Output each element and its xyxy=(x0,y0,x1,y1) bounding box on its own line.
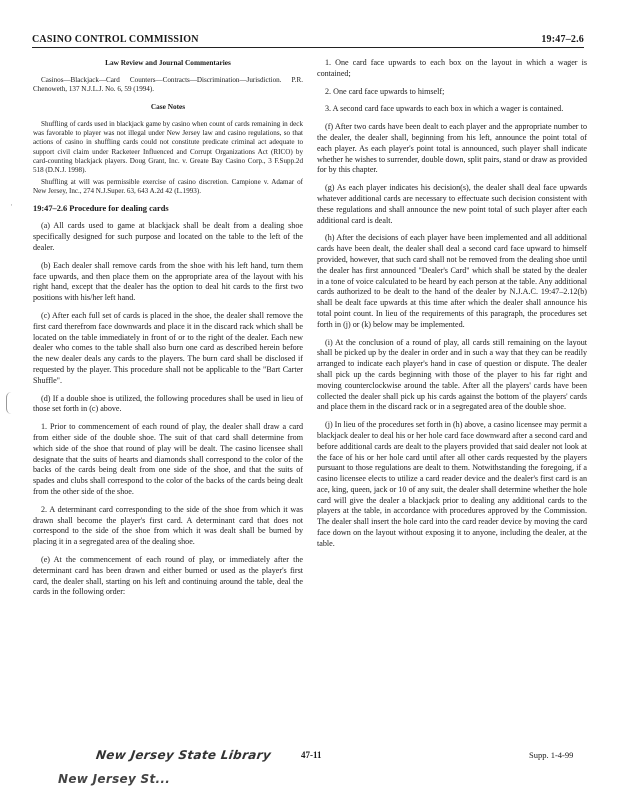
paragraph-e: (e) At the commencement of each round of play, or immediately after the determinant card has been drawn and either burned or used as the player's first card, the dealer shall, starting on his left and continuing around the table, deal the cards in the following order: xyxy=(33,554,303,597)
library-stamp: New Jersey State Library xyxy=(95,748,273,762)
paragraph-d1: 1. Prior to commencement of each round of play, the dealer shall draw a card from either side of the double shoe. The suit of that card shall determine from which side of the shoe that round of play will be dealt. The casino licensee shall designate that the suits of hearts and diamonds shall correspond to the color of the backs of the cards being dealt from one side of the shoe, and that the suits of spades and clubs shall correspond to the color of the backs of the cards being dealt from the other side of the shoe. xyxy=(33,422,303,496)
paragraph-a: (a) All cards used to game at blackjack shall be dealt from a dealing shoe specifically designed for such purpose and located on the table to the left of the dealer. xyxy=(33,221,303,253)
header-title: CASINO CONTROL COMMISSION xyxy=(32,34,199,45)
library-stamp-partial: New Jersey St... xyxy=(58,772,171,786)
paragraph-d2: 2. A determinant card corresponding to the side of the shoe from which it was drawn shall become the player's first card. A determinant card that does not correspond to the side of the shoe from which it was dealt shall be burned by placing it in a segregated area of the dealing shoe. xyxy=(33,504,303,547)
case-notes-heading: Case Notes xyxy=(150,102,186,112)
paragraph-j: (j) In lieu of the procedures set forth in (h) above, a casino licensee may permit a blackjack dealer to deal his or her hole card face downward after a second card and before additional cards are dealt to the players provided that said dealer not look at the face of his or her hole card until after all other cards requested by the players pursuant to those regulations are dealt to them. Notwithstanding the foregoing, if a casino licensee elects to utilize a card reader device and the dealer's first card is an ace, king, queen, jack or 10 of any suit, the dealer shall determine whether the hole card will give the dealer a blackjack prior to dealing any additional cards to the players at the table, in accordance with procedures approved by the Commission. The dealer shall insert the hole card into the card reader device by moving the card face down on the layout without exposing it to anyone, including the dealer, at the table. xyxy=(317,420,587,548)
paragraph-b: (b) Each dealer shall remove cards from the shoe with his left hand, turn them face upwards, and then place them on the appropriate area of the layout with his right hand, except that the dealer has the option to deal hit cards to the first two positions with his/her left hand. xyxy=(33,260,303,303)
paragraph-d: (d) If a double shoe is utilized, the following procedures shall be used in lieu of those set forth in (c) above. xyxy=(33,393,303,414)
right-column xyxy=(317,58,587,557)
case-note: Shuffling at will was permissible exercise of casino discretion. Campione v. Adamar of New Jersey, Inc., 274 N.J.Super. 63, 643 A.2d 42 (L.1993). xyxy=(33,178,303,196)
paragraph-g: (g) As each player indicates his decision(s), the dealer shall deal face upwards whatever additional cards are necessary to effectuate such decision consistent with these regulations and shall announce the new point total of such player after each additional card is dealt. xyxy=(317,183,587,225)
running-header xyxy=(32,34,584,48)
header-section-number: 19:47–2.6 xyxy=(541,34,584,45)
law-review-heading: Law Review and Journal Commentaries xyxy=(105,58,231,67)
paragraph-i: (i) At the conclusion of a round of play, all cards still remaining on the layout shall be picked up by the dealer in order and in such a way that they can be readily arranged to indicate each player's hand in case of question or dispute. The dealer shall pick up the cards beginning with those of the player to his far right and moving counterclockwise around the table. After all the players' cards have been collected the dealer shall pick up his cards against the bottom of the players' cards and place them in the discard rack or in a segregated area of the double shoe. xyxy=(317,337,587,412)
margin-bracket xyxy=(6,392,17,414)
list-item-2: 2. One card face upwards to himself; xyxy=(325,86,445,96)
law-review-text: Casinos—Blackjack—Card Counters—Contracts—Discrimination—Jurisdiction. P.R. Chenoweth, 137 N.J.L.J. No. 6, 59 (1994). xyxy=(33,75,303,93)
section-title: 19:47–2.6 Procedure for dealing cards xyxy=(33,203,169,213)
paragraph-h: (h) After the decisions of each player have been implemented and all additional cards have been dealt, the dealer shall deal a second card face upward to himself provided, however, that such card shall not be removed from the dealing shoe until the dealer has first announced "Dealer's Card" which shall be stated by the dealer in a tone of voice calculated to be heard by each person at the table. Any additional cards authorized to be dealt to the hand of the dealer by N.J.A.C. 19:47–2.12(b) shall be dealt face upwards at this time after which the dealer shall announce his total point count. In lieu of the requirements of this paragraph, the procedures set forth in (j) or (k) below may be implemented. xyxy=(317,233,587,329)
paragraph-c: (c) After each full set of cards is placed in the shoe, the dealer shall remove the first card therefrom face downwards and place it in the discard rack which shall be located on the table immediately in front of or to the right of the dealer. Each new dealer who comes to the table shall also burn one card as described herein before the new dealer deals any cards to the players. The burn card shall be disclosed if requested by the player. This procedure shall not be applicable to the "Bart Carter Shuffle". xyxy=(33,311,303,385)
list-item-3: 3. A second card face upwards to each box in which a wager is contained. xyxy=(325,104,564,114)
supplement-date: Supp. 1-4-99 xyxy=(529,750,574,760)
case-note: Shuffling of cards used in blackjack game by casino when count of cards remaining in deck was favorable to player was not illegal under New Jersey law and casino regulations, so that actions of casino in shuffling cards could not constitute predicate criminal act adequate to support civil claim under Racketeer Influenced and Corrupt Organizations Act (RICO) by card-counting blackjack players. Doug Grant, Inc. v. Greate Bay Casino Corp., 3 F.Supp.2d 518 (D.N.J. 1998). xyxy=(33,120,303,175)
page-number: 47-11 xyxy=(301,750,322,760)
list-item-1: 1. One card face upwards to each box on the layout in which a wager is contained; xyxy=(317,58,587,78)
left-column xyxy=(33,58,303,605)
paragraph-f: (f) After two cards have been dealt to each player and the appropriate number to the dealer, the dealer shall, beginning from his left, announce the point total of each player. As each player's point total is announced, such player shall indicate whether he wishes to surrender, double down, split pairs, stand or draw as provided for by this chapter. xyxy=(317,122,587,175)
margin-mark: · xyxy=(10,200,13,210)
